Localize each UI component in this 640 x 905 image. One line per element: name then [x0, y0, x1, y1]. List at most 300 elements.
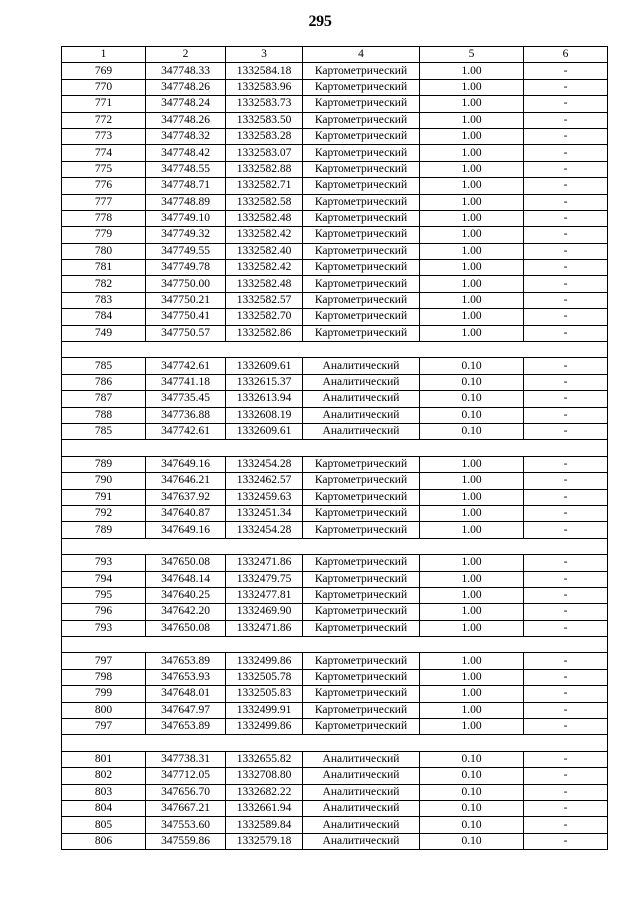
accuracy-cell: 0.10 [420, 784, 524, 800]
x-coordinate-cell: 347712.05 [146, 768, 226, 784]
y-coordinate-cell: 1332583.28 [226, 128, 303, 144]
note-cell: - [524, 128, 608, 144]
table-row [62, 325, 608, 341]
empty-cell [226, 735, 303, 751]
note-cell: - [524, 276, 608, 292]
method-cell: Картометрический [303, 227, 420, 243]
method-cell: Картометрический [303, 489, 420, 505]
table-row [62, 800, 608, 816]
accuracy-cell: 1.00 [420, 63, 524, 79]
accuracy-cell: 0.10 [420, 374, 524, 390]
table-row [62, 210, 608, 226]
point-number-cell: 779 [62, 227, 146, 243]
note-cell: - [524, 505, 608, 521]
y-coordinate-cell: 1332582.42 [226, 227, 303, 243]
x-coordinate-cell: 347748.26 [146, 112, 226, 128]
note-cell: - [524, 243, 608, 259]
y-coordinate-cell: 1332582.42 [226, 260, 303, 276]
note-cell: - [524, 145, 608, 161]
table-row [62, 358, 608, 374]
empty-cell [146, 342, 226, 358]
method-cell: Аналитический [303, 833, 420, 849]
point-number-cell: 793 [62, 620, 146, 636]
method-cell: Картометрический [303, 669, 420, 685]
y-coordinate-cell: 1332582.71 [226, 178, 303, 194]
column-header-3: 3 [226, 47, 303, 63]
note-cell: - [524, 391, 608, 407]
accuracy-cell: 0.10 [420, 358, 524, 374]
note-cell: - [524, 604, 608, 620]
empty-cell [420, 735, 524, 751]
empty-cell [303, 538, 420, 554]
separator-row [62, 637, 608, 653]
table-row [62, 653, 608, 669]
empty-cell [226, 637, 303, 653]
point-number-cell: 769 [62, 63, 146, 79]
empty-cell [303, 637, 420, 653]
table-row [62, 161, 608, 177]
empty-cell [524, 637, 608, 653]
empty-cell [62, 637, 146, 653]
note-cell: - [524, 194, 608, 210]
point-number-cell: 787 [62, 391, 146, 407]
table-row [62, 473, 608, 489]
y-coordinate-cell: 1332499.86 [226, 653, 303, 669]
x-coordinate-cell: 347749.10 [146, 210, 226, 226]
y-coordinate-cell: 1332582.70 [226, 309, 303, 325]
y-coordinate-cell: 1332583.73 [226, 96, 303, 112]
point-number-cell: 772 [62, 112, 146, 128]
y-coordinate-cell: 1332615.37 [226, 374, 303, 390]
method-cell: Картометрический [303, 702, 420, 718]
x-coordinate-cell: 347749.55 [146, 243, 226, 259]
point-number-cell: 782 [62, 276, 146, 292]
point-number-cell: 801 [62, 751, 146, 767]
empty-cell [524, 342, 608, 358]
accuracy-cell: 1.00 [420, 719, 524, 735]
accuracy-cell: 1.00 [420, 309, 524, 325]
empty-cell [62, 440, 146, 456]
point-number-cell: 775 [62, 161, 146, 177]
method-cell: Картометрический [303, 653, 420, 669]
x-coordinate-cell: 347750.57 [146, 325, 226, 341]
empty-cell [420, 637, 524, 653]
point-number-cell: 789 [62, 456, 146, 472]
y-coordinate-cell: 1332582.58 [226, 194, 303, 210]
empty-cell [226, 342, 303, 358]
y-coordinate-cell: 1332582.57 [226, 292, 303, 308]
empty-cell [420, 440, 524, 456]
table-row [62, 96, 608, 112]
x-coordinate-cell: 347748.89 [146, 194, 226, 210]
method-cell: Картометрический [303, 128, 420, 144]
table-row [62, 702, 608, 718]
x-coordinate-cell: 347742.61 [146, 358, 226, 374]
method-cell: Картометрический [303, 522, 420, 538]
point-number-cell: 799 [62, 686, 146, 702]
empty-cell [146, 538, 226, 554]
empty-cell [62, 538, 146, 554]
empty-cell [420, 538, 524, 554]
accuracy-cell: 1.00 [420, 702, 524, 718]
empty-cell [62, 342, 146, 358]
note-cell: - [524, 702, 608, 718]
y-coordinate-cell: 1332609.61 [226, 358, 303, 374]
x-coordinate-cell: 347640.87 [146, 505, 226, 521]
note-cell: - [524, 358, 608, 374]
note-cell: - [524, 751, 608, 767]
y-coordinate-cell: 1332454.28 [226, 522, 303, 538]
x-coordinate-cell: 347735.45 [146, 391, 226, 407]
note-cell: - [524, 555, 608, 571]
accuracy-cell: 0.10 [420, 751, 524, 767]
point-number-cell: 785 [62, 423, 146, 439]
accuracy-cell: 1.00 [420, 145, 524, 161]
x-coordinate-cell: 347648.14 [146, 571, 226, 587]
note-cell: - [524, 817, 608, 833]
accuracy-cell: 1.00 [420, 604, 524, 620]
point-number-cell: 781 [62, 260, 146, 276]
method-cell: Картометрический [303, 63, 420, 79]
accuracy-cell: 1.00 [420, 456, 524, 472]
accuracy-cell: 1.00 [420, 128, 524, 144]
table-row [62, 522, 608, 538]
point-number-cell: 800 [62, 702, 146, 718]
table-body [62, 47, 608, 850]
y-coordinate-cell: 1332505.83 [226, 686, 303, 702]
method-cell: Картометрический [303, 276, 420, 292]
method-cell: Аналитический [303, 358, 420, 374]
table-row [62, 423, 608, 439]
point-number-cell: 778 [62, 210, 146, 226]
empty-cell [146, 637, 226, 653]
table-row [62, 768, 608, 784]
x-coordinate-cell: 347749.32 [146, 227, 226, 243]
x-coordinate-cell: 347637.92 [146, 489, 226, 505]
accuracy-cell: 0.10 [420, 833, 524, 849]
table-row [62, 587, 608, 603]
point-number-cell: 770 [62, 79, 146, 95]
table-row [62, 260, 608, 276]
point-number-cell: 796 [62, 604, 146, 620]
point-number-cell: 803 [62, 784, 146, 800]
method-cell: Картометрический [303, 243, 420, 259]
method-cell: Картометрический [303, 178, 420, 194]
method-cell: Картометрический [303, 260, 420, 276]
point-number-cell: 783 [62, 292, 146, 308]
point-number-cell: 795 [62, 587, 146, 603]
method-cell: Картометрический [303, 571, 420, 587]
x-coordinate-cell: 347748.71 [146, 178, 226, 194]
point-number-cell: 780 [62, 243, 146, 259]
note-cell: - [524, 407, 608, 423]
y-coordinate-cell: 1332584.18 [226, 63, 303, 79]
note-cell: - [524, 522, 608, 538]
x-coordinate-cell: 347649.16 [146, 456, 226, 472]
column-header-6: 6 [524, 47, 608, 63]
table-row [62, 751, 608, 767]
note-cell: - [524, 227, 608, 243]
table-row [62, 571, 608, 587]
note-cell: - [524, 768, 608, 784]
y-coordinate-cell: 1332505.78 [226, 669, 303, 685]
note-cell: - [524, 653, 608, 669]
table-row [62, 817, 608, 833]
point-number-cell: 793 [62, 555, 146, 571]
note-cell: - [524, 719, 608, 735]
empty-cell [303, 440, 420, 456]
x-coordinate-cell: 347748.33 [146, 63, 226, 79]
point-number-cell: 791 [62, 489, 146, 505]
x-coordinate-cell: 347640.25 [146, 587, 226, 603]
x-coordinate-cell: 347650.08 [146, 555, 226, 571]
note-cell: - [524, 325, 608, 341]
method-cell: Картометрический [303, 555, 420, 571]
note-cell: - [524, 587, 608, 603]
y-coordinate-cell: 1332451.34 [226, 505, 303, 521]
accuracy-cell: 1.00 [420, 243, 524, 259]
coordinates-table [61, 46, 608, 850]
y-coordinate-cell: 1332477.81 [226, 587, 303, 603]
accuracy-cell: 1.00 [420, 686, 524, 702]
method-cell: Аналитический [303, 800, 420, 816]
accuracy-cell: 1.00 [420, 161, 524, 177]
accuracy-cell: 1.00 [420, 473, 524, 489]
point-number-cell: 776 [62, 178, 146, 194]
point-number-cell: 804 [62, 800, 146, 816]
point-number-cell: 805 [62, 817, 146, 833]
x-coordinate-cell: 347738.31 [146, 751, 226, 767]
note-cell: - [524, 489, 608, 505]
point-number-cell: 777 [62, 194, 146, 210]
note-cell: - [524, 620, 608, 636]
empty-cell [524, 440, 608, 456]
note-cell: - [524, 784, 608, 800]
x-coordinate-cell: 347748.32 [146, 128, 226, 144]
table-row [62, 489, 608, 505]
accuracy-cell: 1.00 [420, 292, 524, 308]
x-coordinate-cell: 347748.24 [146, 96, 226, 112]
table-row [62, 292, 608, 308]
method-cell: Картометрический [303, 456, 420, 472]
accuracy-cell: 0.10 [420, 768, 524, 784]
point-number-cell: 784 [62, 309, 146, 325]
y-coordinate-cell: 1332608.19 [226, 407, 303, 423]
x-coordinate-cell: 347559.86 [146, 833, 226, 849]
y-coordinate-cell: 1332582.48 [226, 210, 303, 226]
separator-row [62, 735, 608, 751]
empty-cell [226, 538, 303, 554]
table-row [62, 145, 608, 161]
y-coordinate-cell: 1332499.91 [226, 702, 303, 718]
y-coordinate-cell: 1332471.86 [226, 620, 303, 636]
note-cell: - [524, 833, 608, 849]
y-coordinate-cell: 1332579.18 [226, 833, 303, 849]
table-row [62, 79, 608, 95]
point-number-cell: 797 [62, 719, 146, 735]
table-row [62, 620, 608, 636]
point-number-cell: 806 [62, 833, 146, 849]
y-coordinate-cell: 1332589.84 [226, 817, 303, 833]
separator-row [62, 342, 608, 358]
empty-cell [420, 342, 524, 358]
method-cell: Картометрический [303, 325, 420, 341]
table-row [62, 505, 608, 521]
table-row [62, 194, 608, 210]
separator-row [62, 538, 608, 554]
x-coordinate-cell: 347748.26 [146, 79, 226, 95]
note-cell: - [524, 292, 608, 308]
table-row [62, 456, 608, 472]
method-cell: Картометрический [303, 79, 420, 95]
y-coordinate-cell: 1332471.86 [226, 555, 303, 571]
accuracy-cell: 1.00 [420, 325, 524, 341]
accuracy-cell: 0.10 [420, 800, 524, 816]
method-cell: Картометрический [303, 96, 420, 112]
y-coordinate-cell: 1332479.75 [226, 571, 303, 587]
x-coordinate-cell: 347742.61 [146, 423, 226, 439]
accuracy-cell: 1.00 [420, 210, 524, 226]
empty-cell [303, 735, 420, 751]
method-cell: Картометрический [303, 309, 420, 325]
x-coordinate-cell: 347648.01 [146, 686, 226, 702]
point-number-cell: 789 [62, 522, 146, 538]
table-row [62, 604, 608, 620]
note-cell: - [524, 112, 608, 128]
method-cell: Аналитический [303, 751, 420, 767]
table-row [62, 63, 608, 79]
accuracy-cell: 1.00 [420, 79, 524, 95]
y-coordinate-cell: 1332454.28 [226, 456, 303, 472]
method-cell: Картометрический [303, 604, 420, 620]
y-coordinate-cell: 1332708.80 [226, 768, 303, 784]
note-cell: - [524, 260, 608, 276]
accuracy-cell: 1.00 [420, 669, 524, 685]
accuracy-cell: 0.10 [420, 817, 524, 833]
empty-cell [62, 735, 146, 751]
column-header-1: 1 [62, 47, 146, 63]
note-cell: - [524, 571, 608, 587]
accuracy-cell: 1.00 [420, 653, 524, 669]
table-row [62, 407, 608, 423]
note-cell: - [524, 79, 608, 95]
table-row [62, 276, 608, 292]
table-row [62, 719, 608, 735]
separator-row [62, 440, 608, 456]
point-number-cell: 802 [62, 768, 146, 784]
y-coordinate-cell: 1332582.48 [226, 276, 303, 292]
note-cell: - [524, 800, 608, 816]
x-coordinate-cell: 347553.60 [146, 817, 226, 833]
note-cell: - [524, 178, 608, 194]
note-cell: - [524, 309, 608, 325]
note-cell: - [524, 473, 608, 489]
x-coordinate-cell: 347653.93 [146, 669, 226, 685]
method-cell: Аналитический [303, 768, 420, 784]
table-row [62, 833, 608, 849]
accuracy-cell: 1.00 [420, 178, 524, 194]
y-coordinate-cell: 1332582.88 [226, 161, 303, 177]
table-row [62, 669, 608, 685]
method-cell: Картометрический [303, 587, 420, 603]
note-cell: - [524, 686, 608, 702]
y-coordinate-cell: 1332469.90 [226, 604, 303, 620]
method-cell: Картометрический [303, 194, 420, 210]
method-cell: Аналитический [303, 391, 420, 407]
table-row [62, 374, 608, 390]
point-number-cell: 788 [62, 407, 146, 423]
accuracy-cell: 1.00 [420, 555, 524, 571]
point-number-cell: 794 [62, 571, 146, 587]
x-coordinate-cell: 347647.97 [146, 702, 226, 718]
accuracy-cell: 1.00 [420, 260, 524, 276]
empty-cell [146, 440, 226, 456]
note-cell: - [524, 161, 608, 177]
method-cell: Картометрический [303, 292, 420, 308]
method-cell: Картометрический [303, 473, 420, 489]
header-row [62, 47, 608, 63]
note-cell: - [524, 456, 608, 472]
method-cell: Аналитический [303, 817, 420, 833]
note-cell: - [524, 374, 608, 390]
x-coordinate-cell: 347748.42 [146, 145, 226, 161]
point-number-cell: 792 [62, 505, 146, 521]
x-coordinate-cell: 347667.21 [146, 800, 226, 816]
note-cell: - [524, 63, 608, 79]
point-number-cell: 749 [62, 325, 146, 341]
point-number-cell: 790 [62, 473, 146, 489]
table-row [62, 178, 608, 194]
method-cell: Картометрический [303, 505, 420, 521]
point-number-cell: 798 [62, 669, 146, 685]
method-cell: Аналитический [303, 374, 420, 390]
accuracy-cell: 1.00 [420, 505, 524, 521]
x-coordinate-cell: 347749.78 [146, 260, 226, 276]
accuracy-cell: 1.00 [420, 96, 524, 112]
x-coordinate-cell: 347736.88 [146, 407, 226, 423]
x-coordinate-cell: 347653.89 [146, 653, 226, 669]
x-coordinate-cell: 347656.70 [146, 784, 226, 800]
point-number-cell: 771 [62, 96, 146, 112]
x-coordinate-cell: 347748.55 [146, 161, 226, 177]
accuracy-cell: 1.00 [420, 194, 524, 210]
method-cell: Аналитический [303, 407, 420, 423]
empty-cell [303, 342, 420, 358]
note-cell: - [524, 669, 608, 685]
y-coordinate-cell: 1332499.86 [226, 719, 303, 735]
y-coordinate-cell: 1332583.96 [226, 79, 303, 95]
table-row [62, 227, 608, 243]
y-coordinate-cell: 1332661.94 [226, 800, 303, 816]
table-row [62, 784, 608, 800]
point-number-cell: 786 [62, 374, 146, 390]
x-coordinate-cell: 347741.18 [146, 374, 226, 390]
table-row [62, 555, 608, 571]
y-coordinate-cell: 1332462.57 [226, 473, 303, 489]
accuracy-cell: 1.00 [420, 112, 524, 128]
table-row [62, 686, 608, 702]
accuracy-cell: 1.00 [420, 227, 524, 243]
table-row [62, 243, 608, 259]
empty-cell [146, 735, 226, 751]
method-cell: Картометрический [303, 161, 420, 177]
y-coordinate-cell: 1332583.50 [226, 112, 303, 128]
method-cell: Картометрический [303, 112, 420, 128]
accuracy-cell: 0.10 [420, 423, 524, 439]
x-coordinate-cell: 347750.41 [146, 309, 226, 325]
table-row [62, 128, 608, 144]
accuracy-cell: 0.10 [420, 407, 524, 423]
